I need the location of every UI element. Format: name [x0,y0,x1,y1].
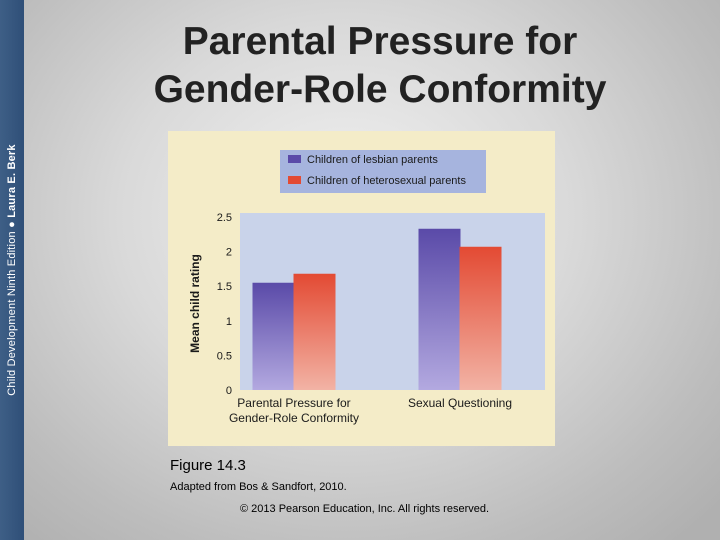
title-line-2: Gender-Role Conformity [153,68,607,111]
legend-label-0: Children of lesbian parents [307,154,438,166]
bar-1-0 [419,229,461,390]
x-tick-0-0: Parental Pressure for [237,396,351,410]
legend-label-1: Children of heterosexual parents [307,175,466,187]
y-tick-1: 0.5 [216,350,232,363]
figure-label: Figure 14.3 [170,457,246,474]
edition-text: Child Development Ninth Edition ● [6,217,18,396]
legend-swatch-1 [288,176,301,184]
bar-0-1 [294,274,336,390]
y-axis-label: Mean child rating [188,254,202,353]
y-tick-3: 1.5 [216,281,232,294]
figure-source: Adapted from Bos & Sandfort, 2010. [170,481,347,493]
copyright: © 2013 Pearson Education, Inc. All rights reserved. [240,503,490,515]
author-text: Laura E. Berk [6,144,18,218]
chart-panel [168,131,555,446]
side-caption [0,0,24,540]
bar-1-1 [460,247,502,390]
x-tick-1-0: Sexual Questioning [407,396,513,410]
bar-chart [168,131,555,446]
title-line-1: Parental Pressure for [182,20,578,63]
y-tick-5: 2.5 [216,212,232,224]
legend-swatch-0 [288,155,301,163]
y-tick-4: 2 [225,246,232,259]
y-tick-0: 0 [225,385,232,397]
slide-title [40,18,720,114]
x-tick-0-1: Gender-Role Conformity [228,411,360,425]
y-tick-2: 1 [225,315,232,328]
bar-0-0 [253,283,295,390]
